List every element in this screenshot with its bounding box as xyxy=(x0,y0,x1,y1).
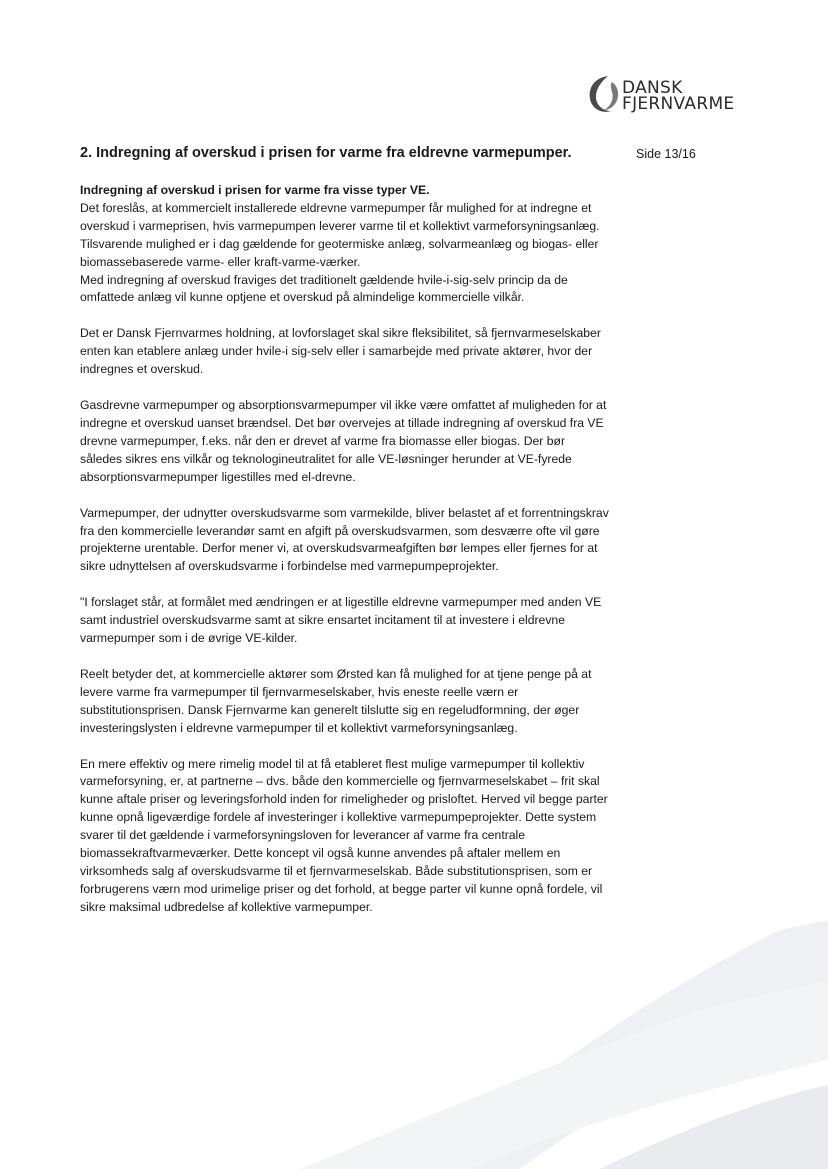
document-body xyxy=(80,182,610,935)
paragraph-4: Gasdrevne varmepumper og absorptionsvarmepumper vil ikke være omfattet af muligheden for at indregne et overskud uanset brændsel. Det bør overvejes at tillade indregning af overskud fra VE drevne varmepumper, f.eks. når den er drevet af varme fra biomasse eller biogas. Der bør således sikres ens vilkår og teknologineutralitet for alle VE-løsninger herunder at VE-fyrede absorptionsvarmepumper ligestilles med el-drevne. xyxy=(80,398,607,484)
brand-logo xyxy=(586,72,756,120)
paragraph-1: Det foreslås, at kommercielt installerede eldrevne varmepumper får mulighed for at indregne et overskud i varmeprisen, hvis varmepumpen leverer varme til et kollektivt varmeforsyningsanlæg. Tilsvarende mulighed er i dag gældende for geotermiske anlæg, solvarmeanlæg og biogas- eller biomassebaserede varme- eller kraft-varme-værker. xyxy=(80,200,600,269)
section-title: 2. Indregning af overskud i prisen for varme fra eldrevne varmepumper. xyxy=(80,145,572,161)
paragraph-6: "I forslaget står, at formålet med ændringen er at ligestille eldrevne varmepumper med anden VE samt industriel overskudsvarme samt at sikre ensartet incitament til at investere i eldrevne varmepumper som i de øvrige VE-kilder. xyxy=(80,595,602,646)
logo-text-line2: FJERNVARME xyxy=(622,94,735,114)
paragraph-2: Med indregning af overskud fraviges det traditionelt gældende hvile-i-sig-selv princip da de omfattede anlæg vil kunne optjene et overskud på almindelige kommercielle vilkår. xyxy=(80,272,568,305)
logo-text-line1: DANSK xyxy=(622,78,683,98)
logo-swirl-icon xyxy=(586,72,622,116)
paragraph-7: Reelt betyder det, at kommercielle aktører som Ørsted kan få mulighed for at tjene penge på at levere varme fra varmepumper til fjernvarmeselskaber, hvis eneste reelle værn er substitutionsprisen. Dansk Fjernvarme kan generelt tilslutte sig en regeludformning, der øger investeringslysten i eldrevne varmepumper til et kollektivt varmeforsyningsanlæg. xyxy=(80,666,592,735)
paragraph-8: En mere effektiv og mere rimelig model til at få etableret flest mulige varmepumper til kollektiv varmeforsyning, er, at partnerne – dvs. både den kommercielle og fjernvarmeselskabet – frit skal kunne aftale priser og leveringsforhold inden for rimeligheder og prisloftet. Herved vil begge parter kunne opnå ligeværdige fordele af investeringer i kollektive varmepumpeprojekter. Dette system svarer til det gældende i varmeforsyningsloven for leverancer af varme fra centrale biomassekraftvarmeværker. Dette koncept vil også kunne anvendes på aftaler mellem en virksomheds salg af overskudsvarme til et fjernvarmeselskab. Både substitutionsprisen, som er forbrugerens værn mod urimelige priser og det forhold, at begge parter vil kunne opnå fordele, vil sikre maksimal udbredelse af kollektive varmepumper. xyxy=(80,756,608,914)
paragraph-5: Varmepumper, der udnytter overskudsvarme som varmekilde, bliver belastet af et forrentningskrav fra den kommercielle leverandør samt en afgift på overskudsvarmen, som desværre ofte vil gøre projekterne urentable. Derfor mener vi, at overskudsvarmeafgiften bør lempes eller fjernes for at sikre udnyttelsen af overskudsvarme i forbindelse med varmepumpeprojekter. xyxy=(80,505,609,574)
page-number: Side 13/16 xyxy=(636,147,696,161)
paragraph-3: Det er Dansk Fjernvarmes holdning, at lovforslaget skal sikre fleksibilitet, så fjernvarmeselskaber enten kan etablere anlæg under hvile-i sig-selv eller i samarbejde med private aktører, hvor der indregnes et overskud. xyxy=(80,326,601,377)
subheading: Indregning af overskud i prisen for varme fra visse typer VE. xyxy=(80,183,430,197)
